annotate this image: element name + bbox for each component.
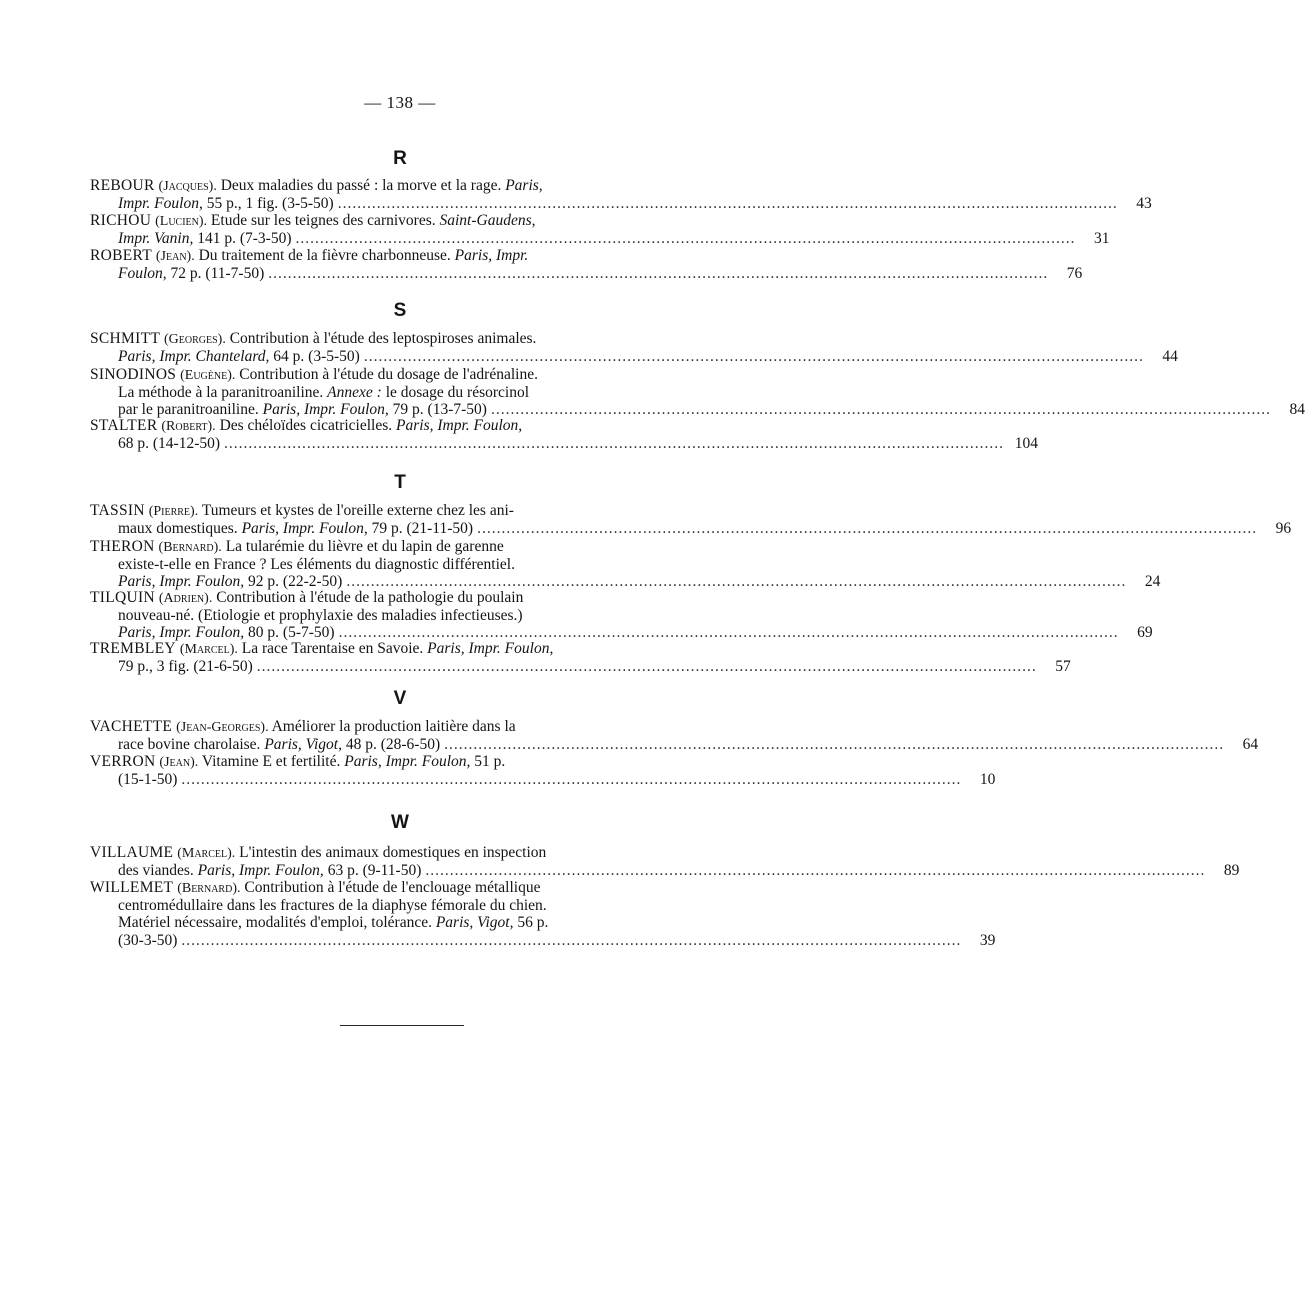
entry-line: [90, 229, 1110, 248]
entry-text: 79 p., 3 fig. (21-6-50): [118, 657, 253, 675]
author-surname: VERRON: [90, 753, 156, 770]
entry-line: [90, 519, 1292, 538]
page-reference: 10: [979, 770, 996, 788]
entry-line: [90, 753, 712, 771]
entry-line: [90, 770, 996, 789]
entry-text: (15-1-50): [118, 770, 178, 788]
author-given-name: (Georges).: [164, 332, 226, 347]
dot-leader: ................................................................................................................................................................: [425, 861, 1206, 879]
entry-line: [90, 434, 1039, 453]
entry-text: Paris, Impr. Foulon, 80 p. (5-7-50): [118, 624, 335, 641]
entry-line: [90, 330, 712, 348]
end-rule: [340, 1025, 464, 1026]
dot-leader: ................................................................................................................................................................: [224, 434, 1005, 452]
entry-line: [90, 194, 1152, 213]
page-reference: 57: [1055, 657, 1071, 675]
dot-leader: ................................................................................................................................................................: [346, 573, 1127, 590]
dot-leader: ................................................................................................................................................................: [363, 347, 1144, 365]
author-surname: VILLAUME: [90, 844, 174, 861]
dot-leader: ................................................................................................................................................................: [268, 264, 1049, 282]
bibliography-entry: [90, 177, 1152, 212]
entry-line: [90, 589, 712, 607]
page-reference: 24: [1144, 573, 1161, 590]
entry-text: [90, 879, 540, 896]
author-surname: STALTER: [90, 417, 158, 434]
page-reference: 31: [1094, 229, 1110, 247]
entry-text: Foulon, 72 p. (11-7-50): [118, 264, 265, 282]
author-surname: TASSIN: [90, 502, 145, 519]
entry-text: existe-t-elle en France ? Les éléments du diagnostic différentiel.: [118, 555, 515, 573]
section-letter: R: [393, 148, 407, 169]
section-letter: W: [391, 812, 409, 833]
bibliography-entry: [90, 247, 1083, 282]
entry-title: L'intestin des animaux domestiques en inspection: [239, 844, 547, 861]
author-given-name: (Lucien).: [155, 214, 208, 229]
section-letter: V: [393, 688, 407, 709]
entry-line: [90, 247, 712, 265]
entry-text: (30-3-50): [118, 931, 178, 949]
entry-title: Vitamine E et fertilité. Paris, Impr. Foulon, 51 p.: [201, 753, 506, 770]
entry-text: race bovine charolaise. Paris, Vigot, 48 p. (28-6-50): [118, 735, 441, 753]
dot-leader: ................................................................................................................................................................: [181, 931, 962, 949]
entry-title: Tumeurs et kystes de l'oreille externe chez les ani-: [201, 502, 514, 519]
entry-text: [90, 753, 505, 770]
bibliography-entry: [90, 212, 1110, 247]
author-given-name: (Jean).: [159, 755, 199, 770]
entry-line: [90, 914, 712, 932]
bibliography-entry: [90, 879, 996, 949]
entry-text: des viandes. Paris, Impr. Foulon, 63 p. (9-11-50): [118, 861, 422, 879]
entry-text: [90, 502, 514, 519]
bibliography-entry: [90, 844, 1240, 879]
author-surname: RICHOU: [90, 212, 152, 229]
entry-text: centromédullaire dans les fractures de la diaphyse fémorale du chien.: [118, 896, 547, 914]
page-reference: 64: [1242, 735, 1259, 753]
entry-text: [90, 844, 546, 861]
page-reference: 43: [1136, 194, 1152, 212]
author-given-name: (Eugène).: [180, 368, 236, 383]
entry-title: Etude sur les teignes des carnivores. Saint-Gaudens,: [210, 212, 536, 229]
page-reference: 39: [979, 931, 996, 949]
author-given-name: (Robert).: [161, 419, 216, 434]
entry-text: [90, 640, 553, 657]
page-number: — 138 —: [364, 93, 436, 112]
entry-text: Paris, Impr. Chantelard, 64 p. (3-5-50): [118, 347, 360, 365]
bibliography-entry: [90, 753, 996, 788]
entry-line: [90, 384, 712, 402]
entry-line: [90, 624, 1153, 642]
entry-title: Contribution à l'étude des leptospiroses animales.: [229, 330, 537, 347]
author-given-name: (Adrien).: [158, 591, 213, 606]
entry-title: Contribution à l'étude de l'enclouage métallique: [244, 879, 541, 896]
entry-text: La méthode à la paranitroaniline. Annexe : le dosage du résorcinol: [118, 383, 530, 401]
entry-title: Contribution à l'étude de la pathologie du poulain: [216, 589, 524, 606]
entry-line: [90, 607, 712, 625]
author-given-name: (Jean).: [155, 249, 195, 264]
author-surname: THERON: [90, 538, 155, 555]
bibliography-entry: [90, 538, 1161, 591]
dot-leader: ................................................................................................................................................................: [444, 735, 1225, 753]
entry-text: Impr. Foulon, 55 p., 1 fig. (3-5-50): [118, 194, 334, 212]
page-reference: 104: [1014, 434, 1039, 452]
author-surname: ROBERT: [90, 247, 153, 264]
entry-text: 68 p. (14-12-50): [118, 434, 221, 452]
entry-line: [90, 844, 712, 862]
entry-title: Contribution à l'étude du dosage de l'adrénaline.: [239, 366, 538, 383]
section-letter: T: [394, 472, 406, 493]
author-surname: REBOUR: [90, 177, 155, 194]
entry-line: [90, 931, 996, 950]
page-reference: 76: [1066, 264, 1083, 282]
author-given-name: (Jacques).: [158, 179, 217, 194]
dot-leader: ................................................................................................................................................................: [338, 624, 1119, 641]
entry-text: Paris, Impr. Foulon, 92 p. (22-2-50): [118, 573, 343, 590]
entry-text: [90, 247, 528, 264]
entry-line: [90, 177, 712, 195]
entry-text: [90, 330, 536, 347]
entry-text: [90, 177, 543, 194]
page-reference: 69: [1137, 624, 1153, 641]
dot-leader: ................................................................................................................................................................: [490, 401, 1271, 418]
entry-line: [90, 502, 712, 520]
dot-leader: ................................................................................................................................................................: [295, 229, 1076, 247]
author-given-name: (Marcel).: [179, 642, 238, 657]
entry-text: nouveau-né. (Etiologie et prophylaxie des maladies infectieuses.): [118, 606, 523, 624]
bibliography-entry: [90, 366, 1305, 419]
author-surname: SINODINOS: [90, 366, 177, 383]
entry-line: [90, 347, 1178, 366]
entry-line: [90, 657, 1071, 676]
bibliography-entry: [90, 640, 1071, 675]
entry-text: [90, 366, 538, 383]
entry-line: [90, 879, 712, 897]
entry-title: La tularémie du lièvre et du lapin de garenne: [225, 538, 504, 555]
dot-leader: ................................................................................................................................................................: [477, 519, 1258, 537]
bibliography-entry: [90, 502, 1292, 537]
entry-line: [90, 212, 712, 230]
bibliography-entry: [90, 417, 1039, 452]
author-surname: TREMBLEY: [90, 640, 176, 657]
dot-leader: ................................................................................................................................................................: [256, 657, 1037, 675]
page-reference: 44: [1162, 347, 1178, 365]
dot-leader: ................................................................................................................................................................: [337, 194, 1118, 212]
entry-text: [90, 538, 504, 555]
bibliography-entry: [90, 718, 1259, 753]
author-given-name: (Jean-Georges).: [176, 720, 269, 735]
entry-line: [90, 735, 1259, 754]
entry-line: [90, 640, 712, 658]
bibliography-entry: [90, 589, 1153, 642]
entry-line: [90, 573, 1161, 591]
entry-text: Impr. Vanin, 141 p. (7-3-50): [118, 229, 292, 247]
author-given-name: (Pierre).: [148, 504, 199, 519]
dot-leader: ................................................................................................................................................................: [181, 770, 962, 788]
entry-text: [90, 718, 516, 735]
page-reference: 89: [1223, 861, 1240, 879]
entry-title: Du traitement de la fièvre charbonneuse. Paris, Impr.: [198, 247, 529, 264]
author-surname: VACHETTE: [90, 718, 173, 735]
page-reference: 84: [1289, 401, 1305, 418]
entry-line: [90, 264, 1083, 283]
author-surname: WILLEMET: [90, 879, 174, 896]
entry-line: [90, 538, 712, 556]
entry-title: La race Tarentaise en Savoie. Paris, Impr. Foulon,: [241, 640, 554, 657]
bibliography-entry: [90, 330, 1178, 365]
entry-line: [90, 401, 1305, 419]
entry-text: [90, 417, 522, 434]
entry-line: [90, 861, 1240, 880]
author-given-name: (Bernard).: [177, 881, 241, 896]
entry-text: Matériel nécessaire, modalités d'emploi, tolérance. Paris, Vigot, 56 p.: [118, 914, 549, 931]
author-given-name: (Marcel).: [177, 846, 236, 861]
entry-line: [90, 556, 712, 574]
entry-title: Des chéloïdes cicatricielles. Paris, Impr. Foulon,: [219, 417, 523, 434]
entry-line: [90, 366, 712, 384]
entry-text: maux domestiques. Paris, Impr. Foulon, 79 p. (21-11-50): [118, 519, 474, 537]
author-given-name: (Bernard).: [158, 540, 222, 555]
entry-text: [90, 589, 523, 606]
entry-title: Améliorer la production laitière dans la: [271, 718, 516, 735]
author-surname: SCHMITT: [90, 330, 161, 347]
entry-text: [90, 212, 536, 229]
section-letter: S: [393, 300, 407, 321]
entry-line: [90, 718, 712, 736]
entry-line: [90, 417, 712, 435]
entry-text: par le paranitroaniline. Paris, Impr. Foulon, 79 p. (13-7-50): [118, 401, 487, 418]
entry-title: Deux maladies du passé : la morve et la rage. Paris,: [220, 177, 543, 194]
page-reference: 96: [1275, 519, 1292, 537]
entry-line: [90, 897, 712, 915]
author-surname: TILQUIN: [90, 589, 155, 606]
